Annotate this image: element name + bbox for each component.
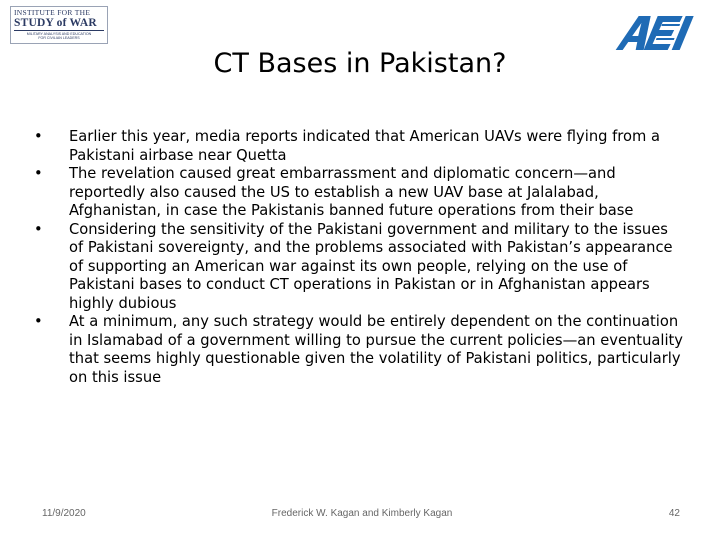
footer-date: 11/9/2020 xyxy=(42,508,86,519)
footer-authors: Frederick W. Kagan and Kimberly Kagan xyxy=(271,508,453,519)
isw-logo-line1: INSTITUTE FOR THE xyxy=(14,8,91,17)
bullet-text: At a minimum, any such strategy would be entirely dependent on the continuation in Islamabad of a government willing to pursue the current policies—an eventuality that seems highly questionable given the volatility of Pakistani politics, particularly on this issue xyxy=(69,313,683,386)
isw-logo xyxy=(10,6,108,44)
bullet-list xyxy=(34,128,684,387)
bullet-marker: • xyxy=(34,165,43,182)
bullet-text: Earlier this year, media reports indicated that American UAVs were flying from a Pakistani airbase near Quetta xyxy=(69,128,660,164)
isw-logo-tagline1: MILITARY ANALYSIS AND EDUCATION xyxy=(26,32,92,36)
bullet-item xyxy=(34,313,684,387)
slide-title: CT Bases in Pakistan? xyxy=(213,48,507,79)
bullet-text: The revelation caused great embarrassment and diplomatic concern—and reportedly also caused the US to establish a new UAV base at Jalalabad, Afghanistan, in case the Pakistanis banned future operations from their base xyxy=(69,165,634,219)
aei-logo xyxy=(614,12,706,52)
isw-logo-line2: STUDY of WAR xyxy=(14,17,97,29)
isw-logo-rule xyxy=(14,30,104,31)
bullet-marker: • xyxy=(34,313,43,330)
footer-page-number: 42 xyxy=(668,508,680,519)
bullet-item xyxy=(34,165,684,221)
bullet-text: Considering the sensitivity of the Pakistani government and military to the issues of Pakistani sovereignty, and the problems associated with Pakistan’s appearance of supporting an American war against its own people, relying on the use of Pakistani bases to conduct CT operations in Pakistan or in Afghanistan appears highly dubious xyxy=(69,220,673,312)
bullet-item xyxy=(34,221,684,314)
bullet-marker: • xyxy=(34,220,43,238)
bullet-item xyxy=(34,128,684,165)
isw-logo-tagline2: FOR CIVILIAN LEADERS xyxy=(38,36,80,41)
bullet-marker: • xyxy=(34,128,43,145)
